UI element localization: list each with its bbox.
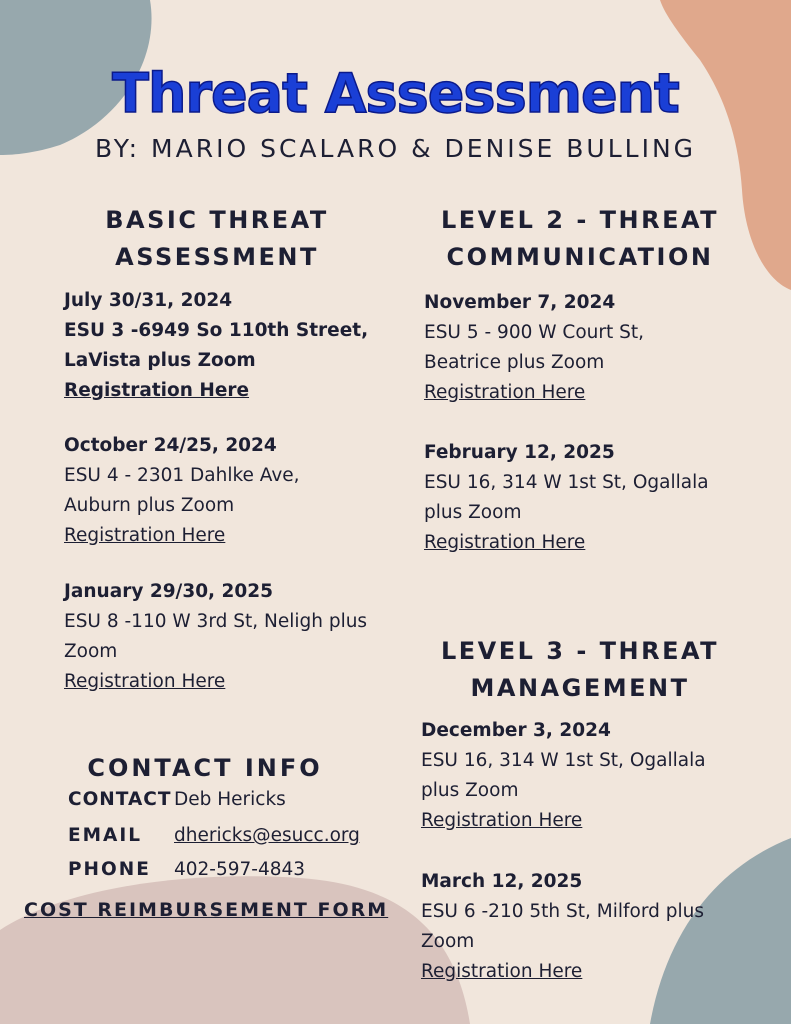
- session-address-line1: ESU 4 - 2301 Dahlke Ave,: [64, 465, 300, 486]
- level2-session-1: [424, 288, 644, 408]
- session-date: December 3, 2024: [421, 720, 611, 741]
- registration-link[interactable]: Registration Here: [64, 525, 226, 546]
- phone-value: 402-597-4843: [174, 859, 306, 880]
- session-date: November 7, 2024: [424, 292, 616, 313]
- level2-heading-line2: COMMUNICATION: [446, 243, 714, 271]
- contact-heading: CONTACT INFO: [87, 754, 323, 782]
- basic-session-1: [64, 286, 368, 406]
- level2-session-2: [424, 438, 709, 558]
- phone-row: [68, 859, 368, 885]
- contact-row: [68, 789, 368, 815]
- registration-link[interactable]: Registration Here: [421, 810, 583, 831]
- session-date: March 12, 2025: [421, 871, 583, 892]
- session-address-line1: ESU 16, 314 W 1st St, Ogallala: [424, 472, 709, 493]
- basic-session-3: [64, 577, 367, 697]
- registration-link[interactable]: Registration Here: [64, 671, 226, 692]
- page-title: Threat Assessment: [112, 62, 679, 125]
- session-address-line1: ESU 3 -6949 So 110th Street,: [64, 320, 369, 341]
- session-address-line2: Beatrice plus Zoom: [424, 352, 605, 373]
- email-row: [68, 825, 368, 851]
- basic-heading-line2: ASSESSMENT: [115, 243, 319, 271]
- level3-session-2: [421, 867, 704, 987]
- phone-label: PHONE: [68, 859, 151, 880]
- session-date: February 12, 2025: [424, 442, 615, 463]
- registration-link[interactable]: Registration Here: [64, 380, 250, 401]
- contact-value: Deb Hericks: [174, 789, 286, 810]
- session-address-line1: ESU 16, 314 W 1st St, Ogallala: [421, 750, 706, 771]
- level3-heading: [430, 633, 730, 707]
- session-address-line2: Zoom: [64, 641, 118, 662]
- registration-link[interactable]: Registration Here: [424, 382, 586, 403]
- level2-heading-line1: LEVEL 2 - THREAT: [440, 206, 720, 234]
- session-date: October 24/25, 2024: [64, 435, 277, 456]
- level3-session-1: [421, 716, 706, 836]
- email-label: EMAIL: [68, 825, 143, 846]
- cost-reimbursement-form-link[interactable]: COST REIMBURSEMENT FORM: [24, 899, 389, 921]
- session-address-line1: ESU 6 -210 5th St, Milford plus: [421, 901, 704, 922]
- basic-session-2: [64, 431, 300, 551]
- level3-heading-line1: LEVEL 3 - THREAT: [440, 637, 720, 665]
- level3-heading-line2: MANAGEMENT: [470, 674, 690, 702]
- registration-link[interactable]: Registration Here: [421, 961, 583, 982]
- session-address-line1: ESU 5 - 900 W Court St,: [424, 322, 645, 343]
- session-address-line2: plus Zoom: [421, 780, 519, 801]
- session-address-line2: Zoom: [421, 931, 475, 952]
- session-date: January 29/30, 2025: [64, 581, 274, 602]
- level2-heading: [430, 202, 730, 276]
- session-address-line2: Auburn plus Zoom: [64, 495, 235, 516]
- session-date: July 30/31, 2024: [64, 290, 233, 311]
- basic-heading: [62, 202, 372, 276]
- session-address-line2: plus Zoom: [424, 502, 522, 523]
- basic-heading-line1: BASIC THREAT: [105, 206, 329, 234]
- email-link[interactable]: dhericks@esucc.org: [174, 825, 360, 846]
- session-address-line2: LaVista plus Zoom: [64, 350, 256, 371]
- session-address-line1: ESU 8 -110 W 3rd St, Neligh plus: [64, 611, 368, 632]
- registration-link[interactable]: Registration Here: [424, 532, 586, 553]
- contact-label: CONTACT: [68, 789, 172, 810]
- byline: BY: MARIO SCALARO & DENISE BULLING: [94, 134, 697, 163]
